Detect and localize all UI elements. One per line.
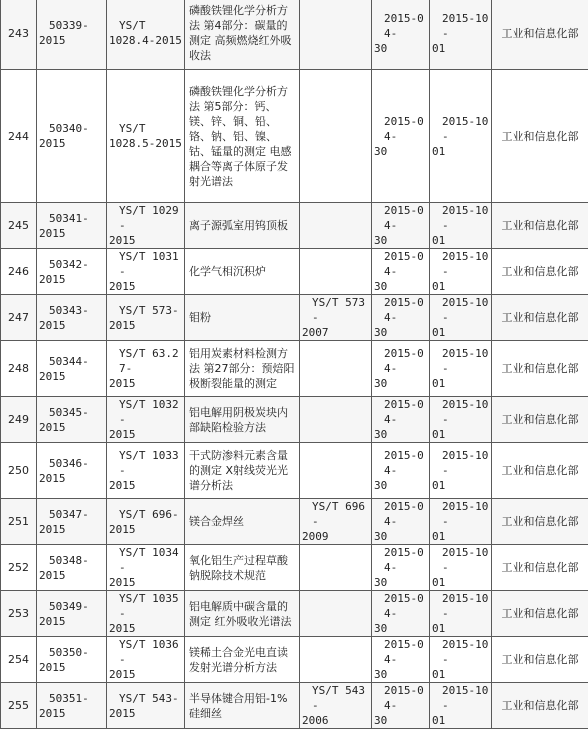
effective-date-line1: 2015-10- xyxy=(432,683,491,713)
title-line: 法 第4部分：碳量的 xyxy=(189,18,297,33)
approval-date-line1: 2015-04- xyxy=(374,203,429,233)
row-index: 254 xyxy=(1,637,37,683)
approval-date-line2: 30 xyxy=(374,325,429,340)
replaced-standard xyxy=(300,70,372,203)
standard-number-line2: 2015 xyxy=(109,279,184,294)
standard-number-line1: YS/T 1035- xyxy=(109,591,184,621)
standard-number xyxy=(107,637,185,683)
approval-date-line2: 30 xyxy=(374,529,429,544)
effective-date xyxy=(430,70,492,203)
plan-number-line1: 50344- xyxy=(39,354,106,369)
approving-department: 工业和信息化部 xyxy=(492,295,588,341)
standard-title xyxy=(185,443,300,499)
table-row xyxy=(1,683,588,729)
approving-department: 工业和信息化部 xyxy=(492,397,588,443)
plan-number xyxy=(37,499,107,545)
title-line: 离子源弧室用钨顶板 xyxy=(189,218,297,233)
table-row xyxy=(1,443,588,499)
title-line: 镁合金焊丝 xyxy=(189,514,297,529)
replaced-standard-line2: 2007 xyxy=(302,325,371,340)
standard-title xyxy=(185,499,300,545)
replaced-standard xyxy=(300,443,372,499)
effective-date-line2: 01 xyxy=(432,279,491,294)
approval-date xyxy=(372,203,430,249)
standard-number-line1: YS/T 1033- xyxy=(109,448,184,478)
effective-date-line1: 2015-10- xyxy=(432,295,491,325)
standard-number-line1: YS/T 63.27- xyxy=(109,346,184,376)
plan-number xyxy=(37,591,107,637)
title-line: 铬、钠、铝、镍、 xyxy=(189,129,297,144)
title-line: 谱分析法 xyxy=(189,478,297,493)
effective-date xyxy=(430,341,492,397)
effective-date-line1: 2015-10- xyxy=(432,637,491,667)
plan-number-line1: 50346- xyxy=(39,456,106,471)
approving-department: 工业和信息化部 xyxy=(492,0,588,70)
standard-number xyxy=(107,70,185,203)
table-row xyxy=(1,545,588,591)
plan-number-line2: 2015 xyxy=(39,471,106,486)
approval-date-line2: 30 xyxy=(374,667,429,682)
effective-date-line1: 2015-10- xyxy=(432,346,491,376)
plan-number xyxy=(37,341,107,397)
plan-number-line2: 2015 xyxy=(39,226,106,241)
plan-number-line1: 50347- xyxy=(39,507,106,522)
plan-number xyxy=(37,545,107,591)
standard-number-line2: 2015 xyxy=(109,318,184,333)
row-index: 252 xyxy=(1,545,37,591)
effective-date-line2: 01 xyxy=(432,478,491,493)
plan-number-line2: 2015 xyxy=(39,660,106,675)
effective-date xyxy=(430,443,492,499)
standard-number-line2: 2015 xyxy=(109,667,184,682)
row-index: 248 xyxy=(1,341,37,397)
table-body xyxy=(1,0,588,729)
standard-title xyxy=(185,203,300,249)
approving-department: 工业和信息化部 xyxy=(492,203,588,249)
approving-department: 工业和信息化部 xyxy=(492,499,588,545)
plan-number-line1: 50351- xyxy=(39,691,106,706)
approval-date-line2: 30 xyxy=(374,376,429,391)
approval-date-line1: 2015-04- xyxy=(374,448,429,478)
plan-number-line1: 50341- xyxy=(39,211,106,226)
standard-number-line2: 2015 xyxy=(109,706,184,721)
title-line: 收法 xyxy=(189,48,297,63)
standard-number xyxy=(107,203,185,249)
standard-number xyxy=(107,397,185,443)
plan-number xyxy=(37,637,107,683)
table-row xyxy=(1,295,588,341)
plan-number-line2: 2015 xyxy=(39,614,106,629)
plan-number-line2: 2015 xyxy=(39,420,106,435)
effective-date-line2: 01 xyxy=(432,325,491,340)
row-index: 243 xyxy=(1,0,37,70)
standard-title xyxy=(185,341,300,397)
effective-date-line1: 2015-10- xyxy=(432,249,491,279)
standard-number xyxy=(107,499,185,545)
effective-date-line2: 01 xyxy=(432,41,491,56)
approving-department: 工业和信息化部 xyxy=(492,683,588,729)
approval-date-line1: 2015-04- xyxy=(374,295,429,325)
standard-number-line1: YS/T 1034- xyxy=(109,545,184,575)
effective-date-line2: 01 xyxy=(432,667,491,682)
replaced-standard-line2: 2009 xyxy=(302,529,371,544)
approval-date-line2: 30 xyxy=(374,713,429,728)
plan-number-line1: 50342- xyxy=(39,257,106,272)
approving-department: 工业和信息化部 xyxy=(492,591,588,637)
replaced-standard-line1: YS/T 696- xyxy=(302,499,371,529)
effective-date-line2: 01 xyxy=(432,713,491,728)
standard-number xyxy=(107,0,185,70)
title-line: 的测定 X射线荧光光 xyxy=(189,463,297,478)
plan-number-line2: 2015 xyxy=(39,272,106,287)
title-line: 钴、锰量的测定 电感 xyxy=(189,144,297,159)
effective-date-line2: 01 xyxy=(432,529,491,544)
title-line: 测定 高频燃烧红外吸 xyxy=(189,33,297,48)
approval-date-line2: 30 xyxy=(374,41,429,56)
title-line: 发射光谱分析方法 xyxy=(189,660,297,675)
effective-date-line1: 2015-10- xyxy=(432,397,491,427)
standard-number-line2: 2015 xyxy=(109,233,184,248)
standard-title xyxy=(185,683,300,729)
title-line: 法 第5部分：钙、 xyxy=(189,99,297,114)
approval-date-line2: 30 xyxy=(374,478,429,493)
title-line: 化学气相沉积炉 xyxy=(189,264,297,279)
table-row xyxy=(1,591,588,637)
approval-date-line1: 2015-04- xyxy=(374,499,429,529)
plan-number-line2: 2015 xyxy=(39,369,106,384)
effective-date xyxy=(430,295,492,341)
approval-date xyxy=(372,0,430,70)
title-line: 法 第27部分：预焙阳 xyxy=(189,361,297,376)
title-line: 镁、锌、铜、铅、 xyxy=(189,114,297,129)
standard-number-line2: 2015 xyxy=(109,575,184,590)
approval-date xyxy=(372,683,430,729)
approval-date xyxy=(372,499,430,545)
standard-number-line1: YS/T xyxy=(109,121,184,136)
table-row xyxy=(1,637,588,683)
standard-number xyxy=(107,443,185,499)
replaced-standard-line1: YS/T 543- xyxy=(302,683,371,713)
plan-number xyxy=(37,443,107,499)
effective-date xyxy=(430,203,492,249)
standard-number-line2: 2015 xyxy=(109,621,184,636)
title-line: 氧化铝生产过程草酸 xyxy=(189,553,297,568)
replaced-standard xyxy=(300,203,372,249)
standard-number-line1: YS/T 573- xyxy=(109,303,184,318)
standard-title xyxy=(185,637,300,683)
approval-date-line1: 2015-04- xyxy=(374,346,429,376)
plan-number-line1: 50339- xyxy=(39,18,106,33)
approval-date-line2: 30 xyxy=(374,144,429,159)
replaced-standard-line1: YS/T 573- xyxy=(302,295,371,325)
approval-date-line2: 30 xyxy=(374,427,429,442)
effective-date xyxy=(430,637,492,683)
standard-number-line1: YS/T 696- xyxy=(109,507,184,522)
title-line: 硅细丝 xyxy=(189,706,297,721)
standard-number-line1: YS/T 543- xyxy=(109,691,184,706)
title-line: 干式防渗料元素含量 xyxy=(189,448,297,463)
approval-date-line1: 2015-04- xyxy=(374,114,429,144)
approval-date xyxy=(372,443,430,499)
approval-date-line1: 2015-04- xyxy=(374,249,429,279)
standard-number xyxy=(107,591,185,637)
row-index: 245 xyxy=(1,203,37,249)
title-line: 测定 红外吸收光谱法 xyxy=(189,614,297,629)
replaced-standard xyxy=(300,341,372,397)
approval-date-line2: 30 xyxy=(374,621,429,636)
replaced-standard xyxy=(300,397,372,443)
approval-date xyxy=(372,341,430,397)
table-row xyxy=(1,249,588,295)
standard-number xyxy=(107,295,185,341)
row-index: 251 xyxy=(1,499,37,545)
effective-date-line1: 2015-10- xyxy=(432,499,491,529)
standard-title xyxy=(185,295,300,341)
standard-number-line1: YS/T 1032- xyxy=(109,397,184,427)
standard-title xyxy=(185,70,300,203)
title-line: 半导体键合用铝-1% xyxy=(189,691,297,706)
approval-date-line1: 2015-04- xyxy=(374,545,429,575)
title-line: 极断裂能量的测定 xyxy=(189,376,297,391)
standard-title xyxy=(185,545,300,591)
effective-date xyxy=(430,0,492,70)
effective-date xyxy=(430,397,492,443)
approving-department: 工业和信息化部 xyxy=(492,637,588,683)
standard-number-line1: YS/T 1036- xyxy=(109,637,184,667)
effective-date-line2: 01 xyxy=(432,144,491,159)
title-line: 铝用炭素材料检测方 xyxy=(189,346,297,361)
standard-number-line2: 2015 xyxy=(109,478,184,493)
standard-title xyxy=(185,591,300,637)
table-row xyxy=(1,0,588,70)
approval-date-line1: 2015-04- xyxy=(374,591,429,621)
approval-date-line1: 2015-04- xyxy=(374,637,429,667)
approval-date xyxy=(372,70,430,203)
replaced-standard-line2: 2006 xyxy=(302,713,371,728)
approval-date xyxy=(372,397,430,443)
standard-title xyxy=(185,397,300,443)
effective-date-line1: 2015-10- xyxy=(432,591,491,621)
standard-number-line1: YS/T 1031- xyxy=(109,249,184,279)
standard-number-line2: 1028.5-2015 xyxy=(109,136,184,151)
plan-number-line1: 50348- xyxy=(39,553,106,568)
replaced-standard xyxy=(300,591,372,637)
replaced-standard xyxy=(300,249,372,295)
title-line: 钠脱除技术规范 xyxy=(189,568,297,583)
effective-date-line2: 01 xyxy=(432,427,491,442)
plan-number xyxy=(37,683,107,729)
replaced-standard xyxy=(300,683,372,729)
effective-date xyxy=(430,683,492,729)
plan-number xyxy=(37,397,107,443)
approval-date xyxy=(372,545,430,591)
plan-number-line2: 2015 xyxy=(39,33,106,48)
effective-date-line1: 2015-10- xyxy=(432,203,491,233)
title-line: 铝电解质中碳含量的 xyxy=(189,599,297,614)
plan-number-line1: 50343- xyxy=(39,303,106,318)
row-index: 253 xyxy=(1,591,37,637)
row-index: 244 xyxy=(1,70,37,203)
plan-number-line2: 2015 xyxy=(39,318,106,333)
title-line: 铝电解用阴极炭块内 xyxy=(189,405,297,420)
effective-date-line1: 2015-10- xyxy=(432,545,491,575)
title-line: 部缺陷检验方法 xyxy=(189,420,297,435)
approval-date xyxy=(372,591,430,637)
plan-number xyxy=(37,295,107,341)
replaced-standard xyxy=(300,499,372,545)
title-line: 钼粉 xyxy=(189,310,297,325)
table-row xyxy=(1,341,588,397)
replaced-standard xyxy=(300,545,372,591)
row-index: 249 xyxy=(1,397,37,443)
standard-title xyxy=(185,0,300,70)
approval-date-line2: 30 xyxy=(374,575,429,590)
effective-date xyxy=(430,545,492,591)
approval-date xyxy=(372,637,430,683)
approval-date-line2: 30 xyxy=(374,279,429,294)
plan-number xyxy=(37,70,107,203)
plan-number-line2: 2015 xyxy=(39,522,106,537)
row-index: 250 xyxy=(1,443,37,499)
approving-department: 工业和信息化部 xyxy=(492,545,588,591)
effective-date xyxy=(430,499,492,545)
row-index: 246 xyxy=(1,249,37,295)
effective-date-line1: 2015-10- xyxy=(432,114,491,144)
table-row xyxy=(1,70,588,203)
replaced-standard xyxy=(300,295,372,341)
effective-date-line1: 2015-10- xyxy=(432,448,491,478)
effective-date xyxy=(430,249,492,295)
title-line: 镁稀土合金光电直读 xyxy=(189,645,297,660)
effective-date-line2: 01 xyxy=(432,575,491,590)
standard-number-line2: 1028.4-2015 xyxy=(109,33,184,48)
title-line: 耦合等离子体原子发 xyxy=(189,159,297,174)
title-line: 磷酸铁锂化学分析方 xyxy=(189,3,297,18)
effective-date-line2: 01 xyxy=(432,621,491,636)
approving-department: 工业和信息化部 xyxy=(492,443,588,499)
standard-number xyxy=(107,249,185,295)
plan-number-line1: 50349- xyxy=(39,599,106,614)
approval-date xyxy=(372,295,430,341)
plan-number-line2: 2015 xyxy=(39,706,106,721)
standard-number xyxy=(107,545,185,591)
row-index: 247 xyxy=(1,295,37,341)
effective-date-line1: 2015-10- xyxy=(432,11,491,41)
standard-number-line2: 2015 xyxy=(109,522,184,537)
plan-number-line2: 2015 xyxy=(39,136,106,151)
approval-date-line2: 30 xyxy=(374,233,429,248)
standard-number-line1: YS/T 1029- xyxy=(109,203,184,233)
approving-department: 工业和信息化部 xyxy=(492,341,588,397)
plan-number xyxy=(37,249,107,295)
standard-number xyxy=(107,683,185,729)
table-row xyxy=(1,499,588,545)
plan-number xyxy=(37,203,107,249)
approving-department: 工业和信息化部 xyxy=(492,70,588,203)
table-row xyxy=(1,203,588,249)
standard-number xyxy=(107,341,185,397)
approval-date-line1: 2015-04- xyxy=(374,397,429,427)
approval-date-line1: 2015-04- xyxy=(374,11,429,41)
title-line: 磷酸铁锂化学分析方 xyxy=(189,84,297,99)
plan-number-line1: 50350- xyxy=(39,645,106,660)
plan-number xyxy=(37,0,107,70)
effective-date xyxy=(430,591,492,637)
approval-date-line1: 2015-04- xyxy=(374,683,429,713)
approval-date xyxy=(372,249,430,295)
plan-number-line1: 50345- xyxy=(39,405,106,420)
standard-number-line2: 2015 xyxy=(109,427,184,442)
row-index: 255 xyxy=(1,683,37,729)
plan-number-line1: 50340- xyxy=(39,121,106,136)
title-line: 射光谱法 xyxy=(189,174,297,189)
approving-department: 工业和信息化部 xyxy=(492,249,588,295)
replaced-standard xyxy=(300,637,372,683)
effective-date-line2: 01 xyxy=(432,233,491,248)
table-row xyxy=(1,397,588,443)
standard-title xyxy=(185,249,300,295)
standard-number-line2: 2015 xyxy=(109,376,184,391)
effective-date-line2: 01 xyxy=(432,376,491,391)
standard-number-line1: YS/T xyxy=(109,18,184,33)
plan-number-line2: 2015 xyxy=(39,568,106,583)
replaced-standard xyxy=(300,0,372,70)
